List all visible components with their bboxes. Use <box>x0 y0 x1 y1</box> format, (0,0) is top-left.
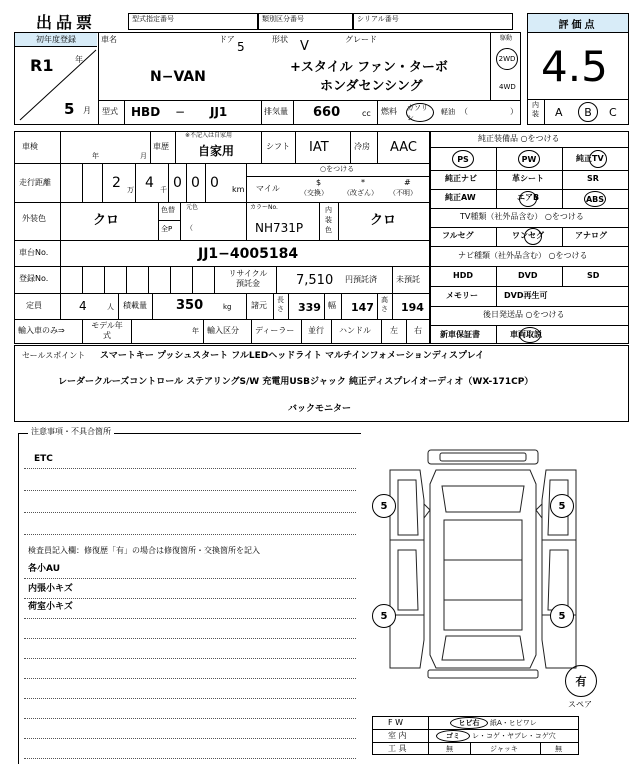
spare-tire-indicator: 有 <box>565 665 597 697</box>
interior-option1-circled: ゴミ <box>436 730 470 742</box>
height-value: 194 <box>401 301 424 314</box>
width-value: 147 <box>351 301 374 314</box>
color-full-label: 全P <box>161 225 173 233</box>
original-color-paren: （ <box>186 224 193 232</box>
tire-rear-left: 5 <box>372 604 396 628</box>
navi-type-title: ナビ種類（社外品含む） ○をつける <box>458 251 588 260</box>
equip-leather: 革シート <box>512 174 544 183</box>
color-code-value: NH731P <box>255 221 304 235</box>
recycle-label: リサイクル預託金 <box>228 269 268 288</box>
seats-unit: 人 <box>107 303 114 311</box>
interior-color-label: 内装色 <box>325 206 332 234</box>
car-name-label: 車名 <box>101 35 117 44</box>
equip-abs-circled: ABS <box>584 191 606 207</box>
serial-label: シリアル番号 <box>357 15 399 23</box>
mile-label: マイル <box>256 184 280 193</box>
history-note: ※不記入は自家用 <box>185 132 233 139</box>
equip-navi: 純正ナビ <box>445 174 477 183</box>
inspector-label: 検査員記入欄：修復歴「有」の場合は修復箇所・交換箇所を記入 <box>28 546 260 555</box>
model-spec-label: 型式指定番号 <box>132 15 174 23</box>
later-warranty: 新車保証書 <box>440 330 480 339</box>
navi-hdd: HDD <box>453 271 473 280</box>
mileage-sen-unit: 千 <box>160 186 167 194</box>
mileage-digit1: 0 <box>173 175 182 191</box>
mile-opt2: （改ざん） <box>343 189 378 197</box>
recycle-status: 未預託 <box>396 275 420 284</box>
mile-opt3-symbol: # <box>404 178 411 187</box>
light-oil-paren-open: （ <box>460 107 468 116</box>
model-year-unit: 年 <box>192 327 199 335</box>
shape-value: V <box>300 39 309 54</box>
seats-value: 4 <box>79 299 87 313</box>
shape-label: 形状 <box>272 35 288 44</box>
first-reg-label: 初年度登録 <box>36 35 76 44</box>
mileage-sen: 4 <box>145 175 154 191</box>
drive-2wd-circled: 2WD <box>496 48 518 70</box>
cc-unit: cc <box>362 109 371 118</box>
interior-option2: レ・コゲ・ヤブレ・コゲ穴 <box>472 732 556 740</box>
chassis-label: 車台No. <box>19 248 49 257</box>
mile-opt3: （不明） <box>389 189 417 197</box>
tv-fullseg: フルセグ <box>442 231 474 240</box>
mileage-circle-note: ○をつける <box>320 165 355 173</box>
length-label: 長さ <box>277 296 284 313</box>
interior-grade-a: A <box>555 106 563 119</box>
height-label: 高さ <box>381 296 388 313</box>
shaken-label: 車検 <box>22 142 38 151</box>
navi-dvd-play: DVD再生可 <box>504 291 548 300</box>
handle-right: 右 <box>414 326 422 335</box>
serial-box <box>353 13 513 30</box>
original-color-label: 元色 <box>186 204 199 211</box>
mileage-man: 2 <box>112 175 121 191</box>
later-shipping-title: 後日発送品 ○をつける <box>483 310 565 319</box>
fw-label: F W <box>388 718 404 727</box>
vehicle-damage-diagram <box>380 440 610 680</box>
import-only-label: 輸入車のみ⇒ <box>18 326 65 335</box>
tv-oneseg: ワンセグ <box>512 231 544 240</box>
width-label: 幅 <box>328 301 336 310</box>
inspector-item2: 内張小キズ <box>28 584 73 594</box>
history-value: 自家用 <box>198 144 235 158</box>
later-manual: 車両取説 <box>510 330 542 339</box>
car-name: N−VAN <box>150 69 206 85</box>
door-count: 5 <box>237 40 245 54</box>
light-oil-paren-close: ） <box>510 107 518 116</box>
jack-label: ジャッキ <box>490 745 518 753</box>
drive-4wd: 4WD <box>499 83 516 91</box>
handle-label: ハンドル <box>339 326 371 335</box>
recycle-unit: 円預託済 <box>345 275 377 284</box>
equip-ps-circled: PS <box>452 150 474 168</box>
exterior-color-label: 外装色 <box>22 214 46 223</box>
light-oil-label: 軽油 <box>441 108 455 116</box>
evaluation-header <box>528 14 628 33</box>
navi-memory: メモリー <box>446 291 478 300</box>
type-prefix: HBD <box>131 105 161 119</box>
model-spec-box <box>128 13 258 30</box>
type-dash: − <box>175 105 186 119</box>
equip-airbag: エアB <box>517 193 540 202</box>
equip-tv: 純正TV <box>576 154 604 163</box>
first-reg-month: 5 <box>64 100 75 118</box>
displacement-label: 排気量 <box>264 107 288 116</box>
fuel-gasoline-circled: ガソリン <box>406 103 434 122</box>
form-title: 出品票 <box>36 13 97 32</box>
import-parallel: 並行 <box>308 326 324 335</box>
mile-opt1-symbol: $ <box>316 178 322 187</box>
shift-value: IAT <box>309 140 329 155</box>
first-reg-era: R1 <box>30 56 54 75</box>
type-label: 型式 <box>102 107 118 116</box>
interior-grade-b-circled: B <box>578 102 598 122</box>
shaken-year-unit: 年 <box>92 152 99 160</box>
inspector-item1: 各小AU <box>28 564 60 574</box>
navi-dvd: DVD <box>518 271 538 280</box>
jack-value: 無 <box>555 745 562 753</box>
tools-value: 無 <box>446 745 453 753</box>
equip-sr: SR <box>587 174 599 183</box>
aircon-label: 冷房 <box>354 142 370 151</box>
interior-grade-label: 内装 <box>532 101 539 118</box>
seats-label: 定員 <box>26 301 42 310</box>
first-reg-header <box>15 33 97 47</box>
first-reg-year-unit: 年 <box>75 55 83 64</box>
sales-points-line2: レーダークルーズコントロール ステアリングS/W 充電用USBジャック 純正ディスプレイオーディオ（WX-171CP） <box>58 377 534 387</box>
equipment-title: 純正装備品 ○をつける <box>478 134 560 143</box>
mileage-man-unit: 万 <box>127 186 134 194</box>
model-year-label: モデル年式 <box>91 321 123 340</box>
tv-oneseg-circle-mark <box>524 228 542 245</box>
inspector-item3: 荷室小キズ <box>28 602 73 612</box>
tire-front-left: 5 <box>372 494 396 518</box>
evaluation-score: 4.5 <box>541 42 608 91</box>
tools-label: 工 具 <box>388 744 407 753</box>
exterior-color-value: クロ <box>93 213 120 228</box>
tv-type-title: TV種類（社外品含む） ○をつける <box>460 212 584 221</box>
interior-grade-c: C <box>609 106 617 119</box>
shift-label: シフト <box>266 142 290 151</box>
category-box <box>258 13 353 30</box>
equip-pw-circled: PW <box>518 150 540 168</box>
sales-points-line1: スマートキー プッシュスタート フルLEDヘッドライト マルチインフォメーションディスプレイ <box>100 351 485 361</box>
grade-line2: ホンダセンシング <box>320 79 423 94</box>
color-code-label: カラーNo. <box>250 204 278 211</box>
import-type-label: 輸入区分 <box>207 326 239 335</box>
tv-analog: アナログ <box>575 231 607 240</box>
mileage-digit2: 0 <box>191 175 200 191</box>
evaluation-label: 評価点 <box>558 19 598 31</box>
fw-option2: 紙A・ヒビワレ <box>490 719 537 727</box>
note-item-etc: ETC <box>34 454 53 464</box>
notes-label: 注意事項・不具合箇所 <box>28 428 114 436</box>
mileage-label: 走行距離 <box>19 178 51 187</box>
interior-color-value: クロ <box>370 213 397 228</box>
drive-label: 駆動 <box>500 35 513 42</box>
sales-points-line3: バックモニター <box>288 404 352 414</box>
history-label: 車歴 <box>153 142 169 151</box>
mileage-digit3: 0 <box>210 175 219 191</box>
spare-label: スペア <box>568 700 592 709</box>
recycle-amount: 7,510 <box>296 273 334 288</box>
sales-points-label: セールスポイント <box>22 351 86 360</box>
mileage-km: km <box>232 185 245 194</box>
equip-tv-circle-mark <box>589 150 607 168</box>
displacement-value: 660 <box>313 105 341 120</box>
shaken-month-unit: 月 <box>140 152 147 160</box>
tire-front-right: 5 <box>550 494 574 518</box>
load-unit: kg <box>223 303 232 311</box>
navi-sd: SD <box>587 271 600 280</box>
fuel-label: 燃料 <box>381 107 397 116</box>
category-label: 類別区分番号 <box>262 15 304 23</box>
chassis-value: JJ1−4005184 <box>198 246 299 262</box>
color-change-label: 色替 <box>161 206 175 214</box>
dims-label: 諸元 <box>251 301 267 310</box>
fw-option1-circled: ヒビ右 <box>450 717 488 729</box>
registration-label: 登録No. <box>19 274 49 283</box>
mile-opt1: （交換） <box>300 189 328 197</box>
interior-cond-label: 室 内 <box>388 731 407 740</box>
import-dealer: ディーラー <box>255 326 295 335</box>
later-manual-circle-mark <box>519 327 541 343</box>
aircon-value: AAC <box>390 140 417 155</box>
tire-rear-right: 5 <box>550 604 574 628</box>
equip-airbag-circle-mark <box>517 191 540 207</box>
load-value: 350 <box>176 298 204 313</box>
first-reg-month-unit: 月 <box>83 106 91 115</box>
door-label: ドア <box>219 35 235 44</box>
grade-line1: +スタイル ファン・ターボ <box>290 60 448 75</box>
load-label: 積載量 <box>123 301 147 310</box>
handle-left: 左 <box>390 326 398 335</box>
length-value: 339 <box>298 301 321 314</box>
equip-aw: 純正AW <box>445 193 476 202</box>
mile-opt2-symbol: * <box>361 178 365 187</box>
type-code: JJ1 <box>210 105 228 119</box>
grade-label: グレード <box>345 35 377 44</box>
